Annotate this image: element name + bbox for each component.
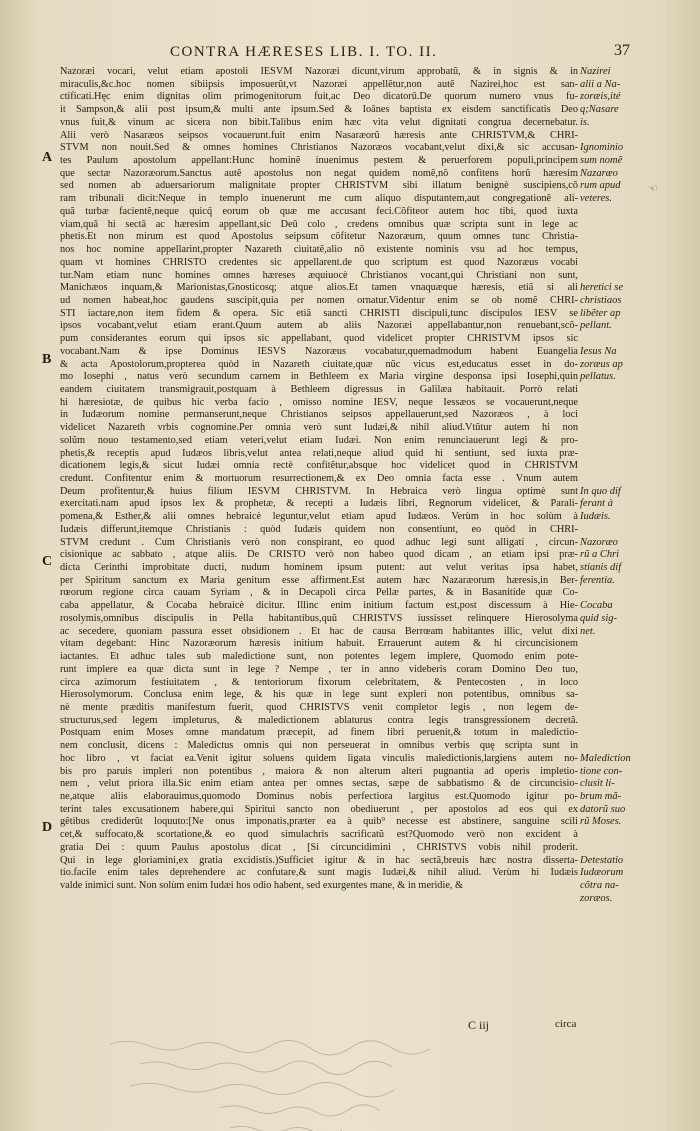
text-line: bis pro paruis impleri non potentibus , maiora & non alterum alteri pugnantia ad operis impletio- xyxy=(60,765,578,777)
text-line: structurus,sed legem impleturus, & maledictionem ablaturus contra legis transgressionem decretã. xyxy=(60,714,578,726)
text-line: quam vt homines CHRISTO credentes sic appellarent.de quo scriptum est quod Nazoræus vocabi xyxy=(60,256,578,268)
text-line: valde inimici sunt. Non solùm enim Iudæi hos odio habent, sed exurgentes mane, & in meridie, & xyxy=(60,880,464,891)
gloss-line: sum nomẽ xyxy=(580,155,623,167)
gloss-line: Malediction xyxy=(580,752,631,764)
text-line: miraculis,&c.hoc nomen sibiipsis imposuerũt,vt Nazoræi appellẽtur,non autẽ Nazirei,hoc est san- xyxy=(60,78,578,90)
text-line: ac secedere, quoniam passura esset obsidionem . Et hac de causa Berrœam habitantes illic, velut dixi xyxy=(60,625,578,637)
gloss-line: zoræos. xyxy=(580,892,613,904)
marginal-gloss xyxy=(580,600,670,638)
text-line: STVM non nouit.Sed & omnes homines Christianos Nazoræos vocabant,velut dixi,& sic accusan- xyxy=(60,142,578,154)
text-line: phetis.Et non mirum est quod Apostolus seipsum cõfitetur Nazoræum, quum omnes tunc Christia- xyxy=(60,231,578,243)
text-line: rœorum regione circa cauam Syriam , & in Decapoli circa Pellæ partes, & in Basanitide quæ Co- xyxy=(60,587,578,599)
gloss-line: net. xyxy=(580,625,596,637)
text-line: STI iactare,non item fidem & opera. Sic etiã sancti CHRISTI discipuli,tunc discipulos IESV se xyxy=(60,307,578,319)
text-line: hoc libro , vt faciat ea.Venit igitur soluens quidem ligata vinculis maledictionis,largiens autem no- xyxy=(60,752,578,764)
marginal-gloss xyxy=(580,537,670,588)
text-line: nem , velut priora illa.Sic enim etiam antea per omnes sectas, sæpe de sabbatismo & de circuncisio- xyxy=(60,778,578,790)
text-line: ud nomen habeat,hoc gaudens suscipit,quia per nomen ornatur.Videntur enim se ob nomẽ CHRI- xyxy=(60,294,578,306)
gloss-line: libẽter ap xyxy=(580,307,621,319)
text-line: terint tales excusationem habere,qui Spiritui sancto non obediuerunt , per apostolos ad eos qui ex xyxy=(60,803,578,815)
gloss-line: In quo dif xyxy=(580,485,621,497)
text-line: Iudæis differunt,itemque Christianis : quòd Iudæis quidem non consentiunt, eo quòd in CHRI- xyxy=(60,523,578,535)
text-line: Postquam enim Moses omne mandatum præcepit, ad finem libri peruenit,& totum in maledictio- xyxy=(60,727,578,739)
gloss-line: Iudæis. xyxy=(580,511,611,523)
gloss-line: Nazaræo xyxy=(580,167,618,179)
section-letter-d: D xyxy=(42,820,53,835)
text-line: gratia Dei : quum Paulus apostolus dicat , [Si circuncidimini , CHRISTVS vobis nihil proderit. xyxy=(60,841,578,853)
text-line: tes Paulum apostolum appellant:Hunc hominẽ inuenimus pestem & peruerforem populi,principem xyxy=(60,155,578,167)
text-line: rosolymis,omnibus discipulis in Pella habitantibus,quũ CHRISTVS iussisset relinquere Hierosolyma xyxy=(60,612,578,624)
gloss-line: zoræis,ité xyxy=(580,91,621,103)
gloss-line: ferant à xyxy=(580,498,613,510)
text-line: mo Iosephi , natus verò secundum carnem in Bethleem ex Maria virgine desponsa ipsi Iosephi,quin xyxy=(60,371,578,383)
text-line: eandem ciuitatem transmigrauit,postquam à Bethleem digressus in Galilæa habitauit. Porrò relati xyxy=(60,383,578,395)
marginal-gloss xyxy=(580,855,670,906)
gloss-line: Ignominio xyxy=(580,142,624,154)
text-line: in Iudæorum nomine permanserunt,neque Christianos seipsos appellauerunt,sed Nazoræos , à loci xyxy=(60,409,578,421)
marginal-gloss xyxy=(580,486,670,524)
folio-number: 37 xyxy=(614,42,630,59)
gloss-line: pellatus. xyxy=(580,371,616,383)
gloss-line: cõtra na- xyxy=(580,880,619,892)
running-title: CONTRA HÆRESES LIB. I. TO. II. xyxy=(170,44,438,60)
text-line: ne,atque aliis elaborauimus,quomodo Dominus nobis perfectiora largitus est.Quomodo igitur po- xyxy=(60,790,578,802)
gloss-line: Detestatio xyxy=(580,854,624,866)
text-line: per Spiritum sanctum ex Maria genitum esse affirment.Est autem hæc Nazaræorum hæresis,in Ber- xyxy=(60,574,578,586)
gloss-line: Iudæorum xyxy=(580,867,624,879)
text-line: vitam degebant: Hinc Nazoræorum hæresis initium habuit. Errauerunt autem & hi circuncisionem xyxy=(60,638,578,650)
text-line: circa azimorum festiuitatem , & tentoriorum fixorum celebritatem, & Pentecosten , in loco xyxy=(60,676,578,688)
gloss-line: rũ a Chri xyxy=(580,549,620,561)
text-line: Alii verò Nasaræos seipsos vocauerunt.fuit enim Nasaræorũ hæresis ante CHRISTVM,& CHRI- xyxy=(60,129,578,141)
handwritten-annotation xyxy=(100,1030,530,1131)
text-line: que sectæ Nazoræorum.Sanctus autẽ apostolus non negat quidem nomẽ,nõ confitens horũ hæresim xyxy=(60,167,578,179)
signature-mark: C iij xyxy=(468,1018,490,1032)
text-line: hi hæresiotæ, de quibus hic verba facio , omisso nomine IESV, neque Iessæos se vocauerunt,neque xyxy=(60,396,578,408)
text-line: runt implere ea quæ dicta sunt in lege ? Nempe , ter in anno videberis coram Domino Deo tuo, xyxy=(60,663,578,675)
gloss-line: q;Nasare xyxy=(580,104,619,116)
text-line: & acta Apostolorum,propterea quòd in Nazareth ciuitate,quæ nũc vicus est,educatus esset in do- xyxy=(60,358,578,370)
gloss-line: christiaos xyxy=(580,294,622,306)
gloss-line: Nazirei xyxy=(580,66,611,77)
text-line: nè mente præditis manifestum fuerit, quod CHRISTVS venit completor legis , non legem de- xyxy=(60,701,578,713)
text-line: vocabant.Nam & ipse Dominus IESVS Nazoræus vocabatur,quemadmodum habent Euangelia xyxy=(60,345,578,357)
gloss-line: alii a Na- xyxy=(580,78,621,90)
text-line: ram tribunali dicit:Neque in templo inuenerunt me cum aliquo disputantem,aut congregationẽ ali- xyxy=(60,193,578,205)
text-line: vnus fuit,& vinum ac sicera non bibit.Talibus enim hæc vita velut dignitati congrua decernebatur. xyxy=(60,116,578,128)
text-line: phetis,& receptis apud Iudæos libris,velut antea relati,neque aliud quid hi sentiunt, sed iuxta præ- xyxy=(60,447,578,459)
gloss-line: Nazoræo xyxy=(580,536,618,548)
text-line: sed nomen ab aduersariorum malignitate propter CHRISTVM sibi illatum benignè suscipiens,cõ xyxy=(60,180,578,192)
text-line: Qui in lege gloriamini,ex gratia excidistis.)Sufficiet igitur & in hac sectã,breuis hæc nostra disserta- xyxy=(60,854,578,866)
gloss-line: stianis dif xyxy=(580,562,622,574)
text-line: videlicet Nazareth vrbis cognomine.Per omnia verò sunt Iudæi,& nihil aliud.Vtũtur autem hi non xyxy=(60,422,578,434)
text-line: caba appellatur, & Cocaba hebraicè dicitur. Illinc enim initium factum est,post discessum à Hie- xyxy=(60,600,578,612)
gloss-line: brum mã- xyxy=(580,791,622,803)
catchword: circa xyxy=(555,1018,577,1030)
text-line: nos hoc nomine appellarint,propter Nazareth ciuitatẽ,alio nõ existente nominis vsu ad hoc tempus, xyxy=(60,244,578,256)
text-line: dicationem legis,& sicut Iudæi omnia rectè confitẽtur,absque hoc videlicet quod in CHRISTVM xyxy=(60,460,578,472)
text-line: ipsos vocabant,velut etiam erant.Quum autem ab aliis Nazoræi appellabantur,non renuebant,scõ- xyxy=(60,320,578,332)
body-text xyxy=(60,66,578,893)
text-line: iactantes. Et adhuc tales sub maledictione sunt, non potentes legem implere, Quomodo enim pote- xyxy=(60,651,578,663)
text-line: tur.Nam etiam nunc homines omnes hæreses æquiuocè Christianos vocant,qui Christiani non sunt, xyxy=(60,269,578,281)
text-line: tio.facile enim tales deprehendere ac confutare,& sunt magis Iudæi,& nihil aliud. Verùm hi Iudæis xyxy=(60,867,578,879)
text-line: solũm nouo testamento,sed etiam veteri,velut etiam Iudæi. Non enim renunciauerunt legi & pro- xyxy=(60,434,578,446)
marginal-gloss xyxy=(580,753,670,829)
gloss-line: quid sig- xyxy=(580,612,618,624)
gloss-line: veteres. xyxy=(580,193,612,205)
text-line: pomena,& Esther,& alii omnes hebraicè leguntur,velut etiam apud Iudæos. Verùm in hoc solùm à xyxy=(60,511,578,523)
text-line: Deum profitentur,& huius filium IESVM CHRISTVM. In Hebraica verò lingua optimè sunt xyxy=(60,485,578,497)
text-line: gẽtibus crediderũt loquuto:[Ne onus imponatis,præter ea à quib⁹ necesse est abstinere, sanguine scili xyxy=(60,816,578,828)
gloss-line: rum apud xyxy=(580,180,621,192)
marginal-gloss xyxy=(580,66,670,130)
text-line: pum considerantes eorum qui ipsos sic appellabant, quod videlicet propter CHRISTVM ipsos sic xyxy=(60,333,578,345)
text-line: ctificati.Hęc enim dignitas olim primogenitorum fuit,ac Deo dicatorũ.De quorum numero vnus fu- xyxy=(60,91,578,103)
gloss-line: datorũ suo xyxy=(580,803,626,815)
gloss-line: clusit li- xyxy=(580,778,615,790)
gloss-line: ferentia. xyxy=(580,574,615,586)
text-line: it Sampson,& alii post ipsum,& multi ante ipsum.Sed & Ioãnes baptista ex eisdem sanctificatis Deo xyxy=(60,104,578,116)
gloss-line: is. xyxy=(580,116,590,128)
text-line: Hierosolymorum. Conclusa enim lege, & his quæ in lege sunt expleri non potentibus, omnibus sa- xyxy=(60,689,578,701)
gloss-line: pellant. xyxy=(580,320,612,332)
text-line: dicta Cerinthi improbitate ducti, nudum hominem ipsum putent: aut velut veritas ipsa habet, xyxy=(60,562,578,574)
marginal-gloss xyxy=(580,142,670,206)
pointing-hand-icon: ☜ xyxy=(648,183,658,195)
text-line: Nazoræi vocari, velut etiam apostoli IESVM Nazoræi dicunt,virum approbatũ, & in signis & in xyxy=(60,66,578,77)
gloss-line: Cocaba xyxy=(580,600,613,612)
section-letter-a: A xyxy=(42,150,53,165)
text-line: credunt. Confitentur enim & mortuorum resurrectionem,& ex Deo omnia facta esse . Vnum autem xyxy=(60,473,578,484)
text-line: cisionique ac sabbato , atque aliis. De CRISTO verò non habeo quod dicam , an etiam ipsi præ- xyxy=(60,549,578,561)
gloss-line: zoræus ap xyxy=(580,358,623,370)
section-letter-c: C xyxy=(42,554,53,569)
section-letter-b: B xyxy=(42,352,52,367)
gloss-line: tione con- xyxy=(580,765,623,777)
text-line: viam,quã hi sectã ac hæresim appellant,sic Deũ colo , credens omnibus quæ scripta sunt in lege ac xyxy=(60,218,578,230)
text-line: exercitati.nam apud ipsos lex & prophetæ, & recepti a Iudæis libri, Regnorum videlicet, & Parali- xyxy=(60,498,578,510)
text-line: Manichæos inquam,& Marionistas,Gnosticosq; atque alios.Et tamen vnaquæque hæresis, etiã si ali xyxy=(60,282,578,294)
marginal-gloss xyxy=(580,282,670,333)
marginal-gloss xyxy=(580,346,670,384)
gloss-line: rũ Moses. xyxy=(580,816,622,828)
text-line: nem conclusit, dicens : Maledictus omnis qui non perseuerat in omnibus verbis quę scripta sunt in xyxy=(60,740,578,752)
gloss-line: heretici se xyxy=(580,282,624,294)
text-line: quã turbæ facientẽ,neque quicq̃ eorum ob quæ me accusant feci.Cõfiteor autem hoc tibi, quod iuxta xyxy=(60,205,578,217)
text-line: STVM credunt . Cum Christianis verò non conspirant, eo quod adhuc legi sunt alligati , circun- xyxy=(60,536,578,548)
text-line: cet,& suffocato,& scortatione,& eo quod simulachris sacrificatũ est?Quomodo verò non excident à xyxy=(60,829,578,841)
gloss-line: Iesus Na xyxy=(580,345,617,357)
